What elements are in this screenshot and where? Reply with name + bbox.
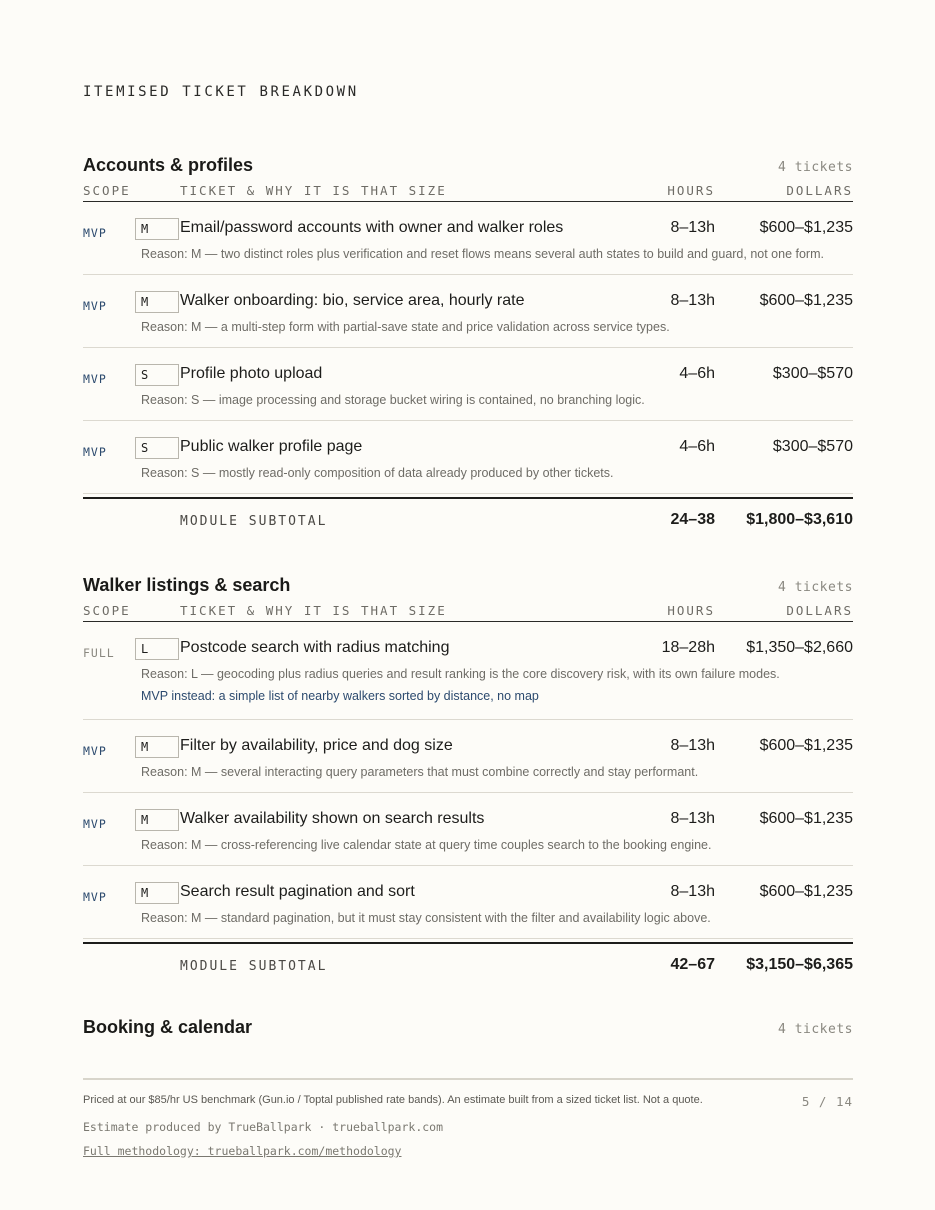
subtotal-label: MODULE SUBTOTAL <box>180 514 328 529</box>
ticket-row <box>83 275 853 348</box>
ticket-row <box>83 348 853 421</box>
scope-badge: MVP <box>83 372 107 386</box>
ticket-reason: Reason: L — geocoding plus radius queries and result ranking is the core discovery risk, with its own failure modes. <box>141 667 780 681</box>
produced-by: Estimate produced by TrueBallpark · trueballpark.com <box>83 1120 444 1134</box>
size-badge: M <box>135 291 179 313</box>
module-booking-calendar <box>83 1017 853 1043</box>
ticket-row <box>83 793 853 866</box>
ticket-row <box>83 202 853 275</box>
subtotal-label: MODULE SUBTOTAL <box>180 959 328 974</box>
ticket-reason: Reason: M — two distinct roles plus verification and reset flows means several auth states to build and guard, not one form. <box>141 247 824 261</box>
ticket-hours: 18–28h <box>661 639 715 656</box>
ticket-hours: 4–6h <box>679 438 715 455</box>
column-header-ticket: TICKET & WHY IT IS THAT SIZE <box>180 603 447 618</box>
column-header-hours: HOURS <box>667 183 715 198</box>
scope-badge: MVP <box>83 817 107 831</box>
ticket-dollars: $600–$1,235 <box>759 219 853 236</box>
subtotal-hours: 24–38 <box>670 511 715 528</box>
ticket-reason: Reason: M — a multi-step form with partial-save state and price validation across service types. <box>141 320 670 334</box>
ticket-reason: Reason: S — mostly read-only composition of data already produced by other tickets. <box>141 466 614 480</box>
pricing-note: Priced at our $85/hr US benchmark (Gun.io / Toptal published rate bands). An estimate built from a sized ticket list. Not a quote. <box>83 1094 703 1106</box>
column-header-hours: HOURS <box>667 603 715 618</box>
mvp-alternative-note: MVP instead: a simple list of nearby walkers sorted by distance, no map <box>141 689 539 703</box>
ticket-title: Postcode search with radius matching <box>180 639 450 656</box>
subtotal-hours: 42–67 <box>670 956 715 973</box>
ticket-count: 4 tickets <box>778 160 853 175</box>
module-subtotal <box>83 497 853 543</box>
size-badge: L <box>135 638 179 660</box>
ticket-title: Walker availability shown on search results <box>180 810 485 827</box>
ticket-row <box>83 622 853 720</box>
module-title: Accounts & profiles <box>83 155 254 175</box>
ticket-dollars: $300–$570 <box>772 438 853 455</box>
ticket-title: Profile photo upload <box>180 365 323 382</box>
size-badge: M <box>135 218 179 240</box>
module-subtotal <box>83 942 853 988</box>
subtotal-dollars: $3,150–$6,365 <box>746 956 853 973</box>
column-header-scope: SCOPE <box>83 183 131 198</box>
column-header-dollars: DOLLARS <box>786 603 853 618</box>
ticket-title: Filter by availability, price and dog size <box>180 737 453 754</box>
ticket-reason: Reason: M — several interacting query parameters that must combine correctly and stay performant. <box>141 765 699 779</box>
column-header-ticket: TICKET & WHY IT IS THAT SIZE <box>180 183 447 198</box>
column-header-scope: SCOPE <box>83 603 131 618</box>
ticket-reason: Reason: M — cross-referencing live calendar state at query time couples search to the booking engine. <box>141 838 712 852</box>
ticket-dollars: $300–$570 <box>772 365 853 382</box>
scope-badge: MVP <box>83 299 107 313</box>
module-header <box>83 1017 853 1043</box>
ticket-reason: Reason: S — image processing and storage bucket wiring is contained, no branching logic. <box>141 393 645 407</box>
scope-badge: MVP <box>83 445 107 459</box>
module-accounts-profiles <box>83 155 853 543</box>
ticket-title: Search result pagination and sort <box>180 883 415 900</box>
scope-badge: MVP <box>83 890 107 904</box>
scope-badge: MVP <box>83 744 107 758</box>
size-badge: M <box>135 809 179 831</box>
ticket-hours: 4–6h <box>679 365 715 382</box>
size-badge: M <box>135 736 179 758</box>
size-badge: S <box>135 437 179 459</box>
size-badge: M <box>135 882 179 904</box>
module-title: Booking & calendar <box>83 1017 253 1037</box>
ticket-title: Walker onboarding: bio, service area, hourly rate <box>180 292 525 309</box>
ticket-dollars: $600–$1,235 <box>759 737 853 754</box>
scope-badge: FULL <box>83 646 115 660</box>
module-walker-listings-search <box>83 575 853 988</box>
ticket-dollars: $600–$1,235 <box>759 883 853 900</box>
ticket-title: Public walker profile page <box>180 438 363 455</box>
page-eyebrow: ITEMISED TICKET BREAKDOWN <box>83 84 359 100</box>
ticket-dollars: $1,350–$2,660 <box>746 639 853 656</box>
ticket-hours: 8–13h <box>670 810 715 827</box>
ticket-row <box>83 421 853 494</box>
column-headers <box>83 601 853 622</box>
methodology-link[interactable]: Full methodology: trueballpark.com/methodology <box>83 1144 402 1158</box>
ticket-dollars: $600–$1,235 <box>759 292 853 309</box>
ticket-hours: 8–13h <box>670 737 715 754</box>
ticket-hours: 8–13h <box>670 292 715 309</box>
ticket-row <box>83 866 853 939</box>
scope-badge: MVP <box>83 226 107 240</box>
module-title: Walker listings & search <box>83 575 291 595</box>
module-header <box>83 155 853 181</box>
size-badge: S <box>135 364 179 386</box>
ticket-reason: Reason: M — standard pagination, but it must stay consistent with the filter and availability logic above. <box>141 911 711 925</box>
module-header <box>83 575 853 601</box>
ticket-row <box>83 720 853 793</box>
page-footer <box>83 1078 853 1158</box>
ticket-hours: 8–13h <box>670 219 715 236</box>
column-headers <box>83 181 853 202</box>
column-header-dollars: DOLLARS <box>786 183 853 198</box>
ticket-hours: 8–13h <box>670 883 715 900</box>
ticket-dollars: $600–$1,235 <box>759 810 853 827</box>
page-number: 5 / 14 <box>801 1094 853 1109</box>
ticket-count: 4 tickets <box>778 1022 853 1037</box>
ticket-title: Email/password accounts with owner and walker roles <box>180 219 564 236</box>
ticket-count: 4 tickets <box>778 580 853 595</box>
subtotal-dollars: $1,800–$3,610 <box>746 511 853 528</box>
